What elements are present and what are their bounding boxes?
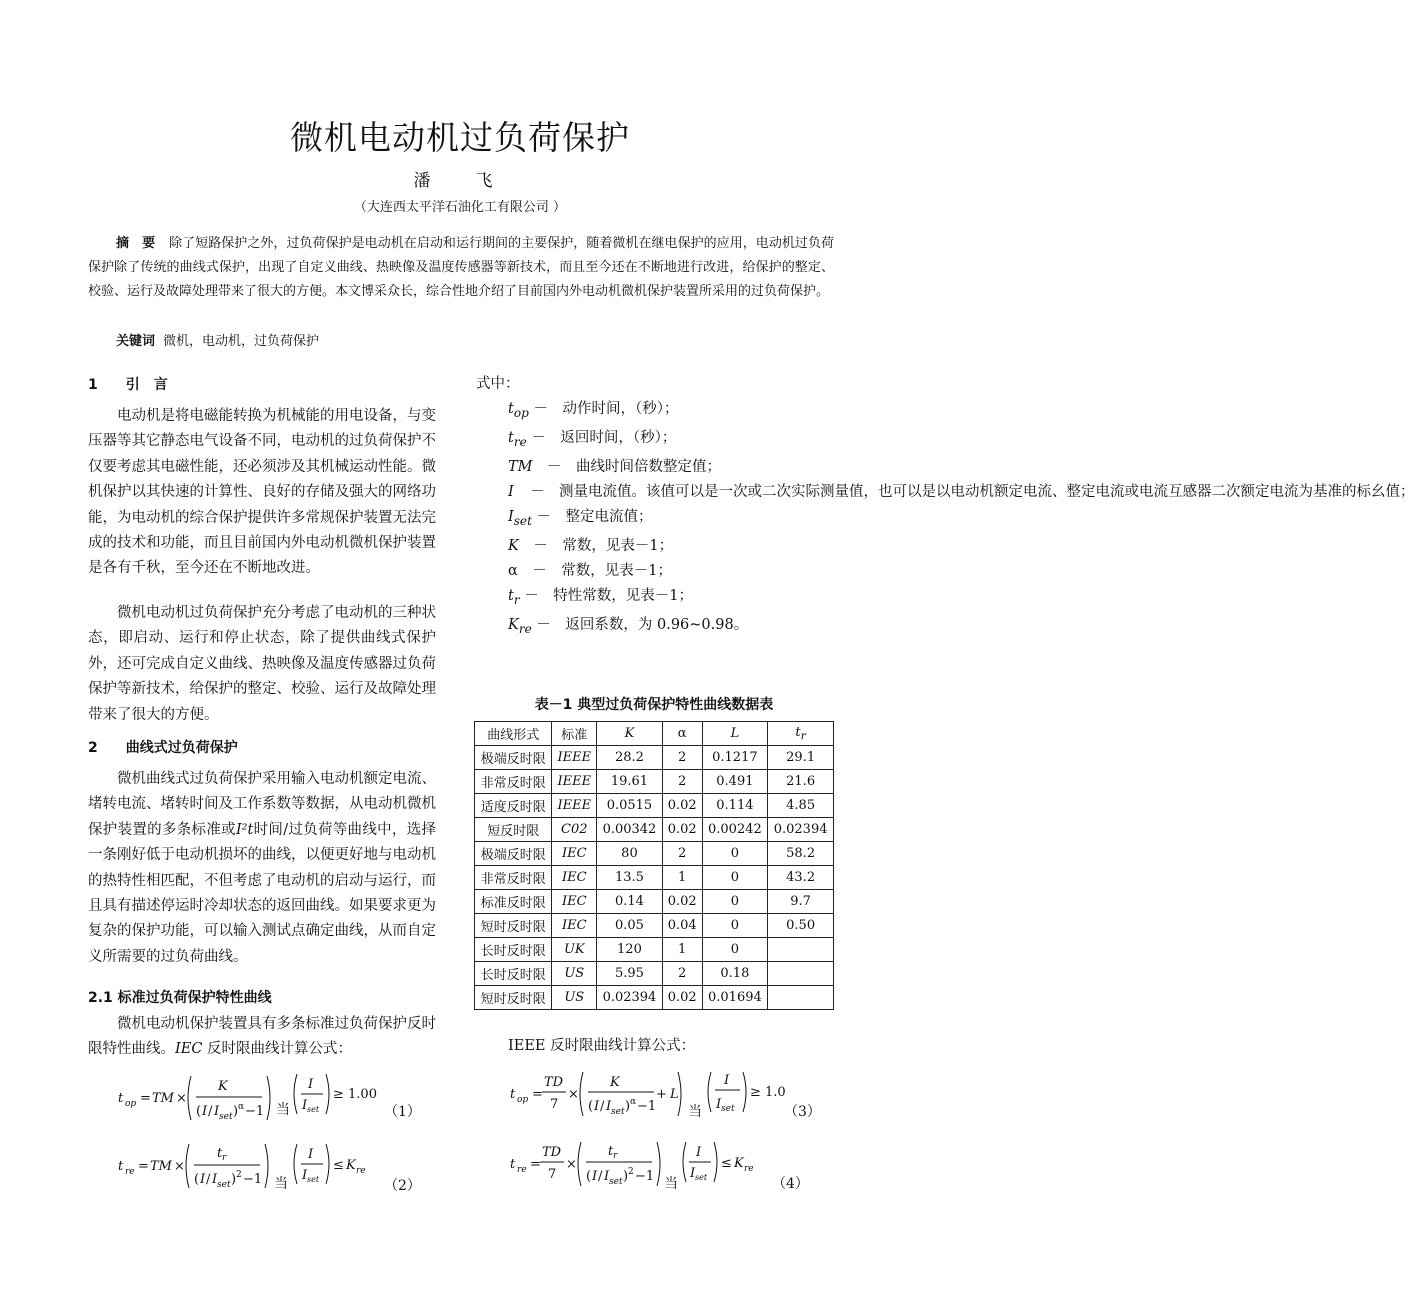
svg-text:=: = [140, 1091, 151, 1106]
keywords [116, 330, 319, 349]
table-row [475, 746, 834, 770]
table-cell: 0.02394 [597, 986, 663, 1010]
svg-text:−1: −1 [637, 1099, 657, 1114]
table-cell: 0.00242 [702, 818, 768, 842]
table-cell: 短时反时限 [475, 986, 552, 1010]
paper-title: 微机电动机过负荷保护 [290, 118, 630, 157]
table-cell: 0.14 [597, 890, 663, 914]
table-row [475, 770, 834, 794]
section-1-paragraph-1: 电动机是将电磁能转换为机械能的用电设备，与变压器等其它静态电气设备不同，电动机的过负荷保护不仅要考虑其电磁性能，还必须涉及其机械运动性能。微机保护以其快速的计算性、良好的存储及强大的网络功能，为电动机的综合保护提供许多常规保护装置无法完成的技术和功能，而且目前国内外电动机微机保护装置是各有千秋，至今还在不断地改进。 [88, 408, 436, 577]
table-cell: 0.02 [662, 986, 702, 1010]
svg-text:2: 2 [236, 1170, 242, 1180]
svg-text:×: × [568, 1087, 579, 1102]
svg-text:I: I [302, 1098, 308, 1113]
table-caption: 表－1 典型过负荷保护特性曲线数据表 [534, 697, 774, 713]
table-cell: 0 [702, 866, 768, 890]
svg-text:−1: −1 [243, 1172, 263, 1187]
table-cell: 0 [702, 938, 768, 962]
svg-text:I: I [212, 1172, 218, 1187]
svg-text:(: ( [588, 1099, 594, 1114]
def-i: I － 测量电流值。该值可以是一次或二次实际测量值，也可以是以电动机额定电流、整定电流或电流互感器二次额定电流为基准的标幺值； [508, 483, 1415, 500]
svg-text:I: I [690, 1166, 696, 1181]
section-2-text-b: 时间/过负荷等曲线中，选择一条刚好低于电动机损坏的曲线，以便更好地与电动机的热特性相匹配，不但考虑了电动机的启动与运行，而且具有描述停运时冷却状态的返回曲线。如果要求更为复杂的保护功能，可以输入测试点确定曲线，从而自定义所需要的过负荷曲线。 [88, 821, 437, 965]
table-row [475, 818, 834, 842]
table-cell [768, 962, 834, 986]
table-cell: 13.5 [597, 866, 663, 890]
svg-text:t: t [118, 1091, 124, 1106]
table-cell [768, 938, 834, 962]
svg-text:): ) [623, 1169, 629, 1184]
svg-text:t: t [510, 1157, 516, 1172]
table-header-row [475, 722, 834, 746]
eq1-number: （1） [384, 1104, 421, 1120]
col-header: $t_r$ [768, 722, 834, 746]
table-cell: 0.50 [768, 914, 834, 938]
author: 潘 飞 [413, 171, 507, 191]
table-cell: 非常反时限 [475, 770, 552, 794]
table-cell: 0.04 [662, 914, 702, 938]
svg-text:2: 2 [628, 1167, 634, 1177]
eq1-when: 当 [276, 1102, 290, 1118]
ieee-intro: IEEE 反时限曲线计算公式： [508, 1038, 696, 1054]
svg-text:set: set [695, 1173, 708, 1182]
svg-text:re: re [517, 1165, 527, 1175]
table-cell: 43.2 [768, 866, 834, 890]
table-cell: 21.6 [768, 770, 834, 794]
section-2-paragraph [88, 767, 436, 970]
col-header: K [597, 722, 663, 746]
svg-text:(: ( [194, 1172, 200, 1187]
svg-text:K: K [734, 1156, 744, 1171]
table-cell: IEEE [552, 794, 597, 818]
svg-text:L: L [670, 1087, 679, 1102]
svg-text:K: K [346, 1158, 356, 1173]
table-cell: IEC [552, 890, 597, 914]
svg-text:I: I [724, 1073, 730, 1088]
col-header: α [662, 722, 702, 746]
table-cell: IEEE [552, 770, 597, 794]
svg-text:=: = [138, 1159, 149, 1174]
eq3-when: 当 [688, 1104, 702, 1120]
svg-text:/: / [208, 1104, 213, 1119]
table-cell: 0.02 [662, 794, 702, 818]
section-1-paragraph-2: 微机电动机过负荷保护充分考虑了电动机的三种状态，即启动、运行和停止状态，除了提供曲线式保护外，还可完成自定义曲线、热映像及温度传感器过负荷保护等新技术，给保护的整定、校验、运行及故障处理带来了很大的方便。 [88, 605, 436, 723]
section-2-1-paragraph [88, 1012, 436, 1063]
svg-text:I: I [594, 1099, 600, 1114]
table-cell: 0 [702, 842, 768, 866]
svg-text:I: I [302, 1168, 308, 1183]
table-cell: 0.01694 [702, 986, 768, 1010]
svg-text:TM: TM [150, 1159, 172, 1174]
table-cell: 120 [597, 938, 663, 962]
table-cell: 0.02 [662, 890, 702, 914]
table-cell: 1 [662, 938, 702, 962]
svg-text:re: re [744, 1164, 754, 1174]
svg-text:I: I [214, 1104, 220, 1119]
table-cell: 19.61 [597, 770, 663, 794]
svg-text:t: t [118, 1159, 124, 1174]
table-cell: C02 [552, 818, 597, 842]
svg-text:I: I [308, 1077, 314, 1092]
table-cell: 非常反时限 [475, 866, 552, 890]
svg-text:I: I [200, 1172, 206, 1187]
svg-text:I: I [604, 1169, 610, 1184]
eq3-seven: 7 [550, 1097, 559, 1112]
eq3-condition: ≥ 1.0 [750, 1085, 786, 1100]
section-1-title: 1 引 言 [88, 377, 168, 393]
svg-text:K: K [610, 1075, 620, 1090]
table-cell: IEC [552, 866, 597, 890]
table-cell: 0.00342 [597, 818, 663, 842]
svg-text:set: set [219, 1112, 233, 1122]
svg-text:): ) [233, 1104, 239, 1119]
table-cell: 5.95 [597, 962, 663, 986]
curve-data-table [474, 721, 834, 1010]
def-k: K － 常数，见表－1； [508, 537, 674, 554]
table-cell: 0.114 [702, 794, 768, 818]
svg-text:set: set [307, 1175, 320, 1184]
table-row [475, 794, 834, 818]
col-header: 标准 [552, 722, 597, 746]
table-cell: 28.2 [597, 746, 663, 770]
table-cell: 58.2 [768, 842, 834, 866]
svg-text:t: t [510, 1087, 516, 1102]
svg-text:re: re [356, 1166, 366, 1176]
col-header: L [702, 722, 768, 746]
svg-text:set: set [611, 1107, 625, 1117]
svg-text:t: t [608, 1144, 614, 1159]
svg-text:I: I [716, 1097, 722, 1112]
equation-4 [510, 1140, 840, 1200]
def-tr: $t_r$ － 特性常数，见表－1； [508, 587, 693, 607]
table-row [475, 866, 834, 890]
svg-text:I: I [696, 1145, 702, 1160]
svg-text:set: set [217, 1180, 231, 1190]
table-row [475, 842, 834, 866]
table-cell: 极端反时限 [475, 842, 552, 866]
section-2-1-text-a: 微机电动机保护装置具有多条标准过负荷保护反时限特性曲线。 [88, 1016, 436, 1058]
svg-text:−1: −1 [635, 1169, 655, 1184]
table-cell: 29.1 [768, 746, 834, 770]
def-kre: $K_{re}$ － 返回系数，为 0.96~0.98。 [508, 616, 749, 636]
svg-text:t: t [217, 1146, 223, 1161]
i2t-symbol: I²t [235, 821, 254, 838]
eq4-number: （4） [772, 1176, 809, 1192]
svg-text:r: r [222, 1153, 227, 1163]
equation-1 [118, 1068, 448, 1128]
section-2-title: 2 曲线式过负荷保护 [88, 740, 238, 756]
affiliation: （大连西太平洋石油化工有限公司 ） [353, 200, 567, 215]
svg-text:α: α [630, 1097, 637, 1107]
table-cell: 适度反时限 [475, 794, 552, 818]
svg-text:I: I [592, 1169, 598, 1184]
svg-text:/: / [206, 1172, 211, 1187]
table-cell: US [552, 986, 597, 1010]
col-header: 曲线形式 [475, 722, 552, 746]
svg-text:re: re [125, 1167, 135, 1177]
def-iset: $I_{set}$ － 整定电流值； [508, 508, 653, 528]
table-row [475, 890, 834, 914]
def-tre: $t_{re}$ － 返回时间，（秒）； [508, 429, 677, 449]
table-cell: UK [552, 938, 597, 962]
svg-text:≤: ≤ [333, 1158, 344, 1173]
equation-2 [118, 1140, 448, 1200]
table-cell: 1 [662, 866, 702, 890]
svg-text:): ) [231, 1172, 237, 1187]
svg-text:set: set [609, 1177, 623, 1187]
svg-text:op: op [517, 1095, 529, 1105]
svg-text:/: / [598, 1169, 603, 1184]
svg-text:TM: TM [152, 1091, 174, 1106]
svg-text:×: × [174, 1159, 185, 1174]
section-2-1-text-b: 反时限曲线计算公式： [202, 1041, 353, 1058]
def-tm: TM － 曲线时间倍数整定值； [508, 458, 722, 475]
table-cell: IEEE [552, 746, 597, 770]
table-cell: 0.0515 [597, 794, 663, 818]
svg-text:/: / [600, 1099, 605, 1114]
iec-label: IEC [175, 1041, 203, 1058]
svg-text:×: × [176, 1091, 187, 1106]
table-row [475, 914, 834, 938]
svg-text:): ) [625, 1099, 631, 1114]
eq4-td: TD [542, 1145, 562, 1160]
abstract-label: 摘 要 [116, 236, 156, 251]
table-cell [768, 986, 834, 1010]
table-cell: 长时反时限 [475, 938, 552, 962]
table-cell: 2 [662, 770, 702, 794]
equation-3 [510, 1068, 840, 1128]
table-cell: 标准反时限 [475, 890, 552, 914]
table-cell: 0.02 [662, 818, 702, 842]
svg-text:(: ( [196, 1104, 202, 1119]
table-cell: 0.491 [702, 770, 768, 794]
section-2-text-a: 微机曲线式过负荷保护采用输入电动机额定电流、堵转电流、堵转时间及工作系数等数据，从电动机微机保护装置的多条标准或 [88, 771, 436, 838]
svg-text:I: I [308, 1147, 314, 1162]
section-2-1-title: 2.1 标准过负荷保护特性曲线 [88, 990, 272, 1006]
keywords-text: 微机，电动机，过负荷保护 [163, 334, 320, 349]
table-row [475, 986, 834, 1010]
table-cell: 4.85 [768, 794, 834, 818]
table-cell: US [552, 962, 597, 986]
svg-text:I: I [202, 1104, 208, 1119]
table-cell: 2 [662, 962, 702, 986]
svg-text:α: α [238, 1102, 245, 1112]
table-row [475, 938, 834, 962]
eq4-seven: 7 [548, 1167, 557, 1182]
table-cell: 极端反时限 [475, 746, 552, 770]
table-cell: 2 [662, 746, 702, 770]
table-cell: 短时反时限 [475, 914, 552, 938]
svg-text:=: = [530, 1157, 541, 1172]
svg-text:K: K [218, 1079, 228, 1094]
abstract [88, 232, 834, 304]
svg-text:set: set [307, 1105, 320, 1114]
table-cell: 长时反时限 [475, 962, 552, 986]
table-cell: IEC [552, 842, 597, 866]
eq4-when: 当 [664, 1176, 678, 1192]
svg-text:×: × [566, 1157, 577, 1172]
keywords-label: 关键词 [116, 334, 156, 349]
svg-text:I: I [606, 1099, 612, 1114]
def-top: $t_{op}$ － 动作时间，（秒）； [508, 401, 679, 420]
table-cell: 2 [662, 842, 702, 866]
table-cell: 80 [597, 842, 663, 866]
svg-text:(: ( [586, 1169, 592, 1184]
eq1-condition: ≥ 1.00 [333, 1087, 377, 1102]
svg-text:+: + [656, 1087, 667, 1102]
definitions [476, 372, 1415, 641]
svg-text:−1: −1 [245, 1104, 265, 1119]
eq3-td: TD [544, 1075, 564, 1090]
eq2-number: （2） [384, 1178, 421, 1194]
table-cell: 短反时限 [475, 818, 552, 842]
table-cell: 0.02394 [768, 818, 834, 842]
table-cell: 0.18 [702, 962, 768, 986]
table-cell: IEC [552, 914, 597, 938]
table-cell: 9.7 [768, 890, 834, 914]
table-cell: 0.05 [597, 914, 663, 938]
eq2-when: 当 [274, 1176, 288, 1192]
svg-text:=: = [532, 1087, 543, 1102]
table-cell: 0 [702, 890, 768, 914]
definitions-intro: 式中： [476, 376, 520, 392]
eq3-number: （3） [784, 1104, 821, 1120]
table-cell: 0 [702, 914, 768, 938]
svg-text:r: r [613, 1151, 618, 1161]
svg-text:op: op [125, 1099, 137, 1109]
svg-text:≤: ≤ [721, 1156, 732, 1171]
svg-text:set: set [721, 1104, 735, 1114]
table-cell: 0.1217 [702, 746, 768, 770]
table-row [475, 962, 834, 986]
def-alpha: α － 常数，见表－1； [508, 562, 673, 579]
abstract-text: 除了短路保护之外，过负荷保护是电动机在启动和运行期间的主要保护，随着微机在继电保护的应用，电动机过负荷保护除了传统的曲线式保护，出现了自定义曲线、热映像及温度传感器等新技术，而且至今还在不断地进行改进，给保护的整定、校验、运行及故障处理带来了很大的方便。本文博采众长，综合性地介绍了目前国内外电动机微机保护装置所采用的过负荷保护。 [88, 236, 834, 299]
